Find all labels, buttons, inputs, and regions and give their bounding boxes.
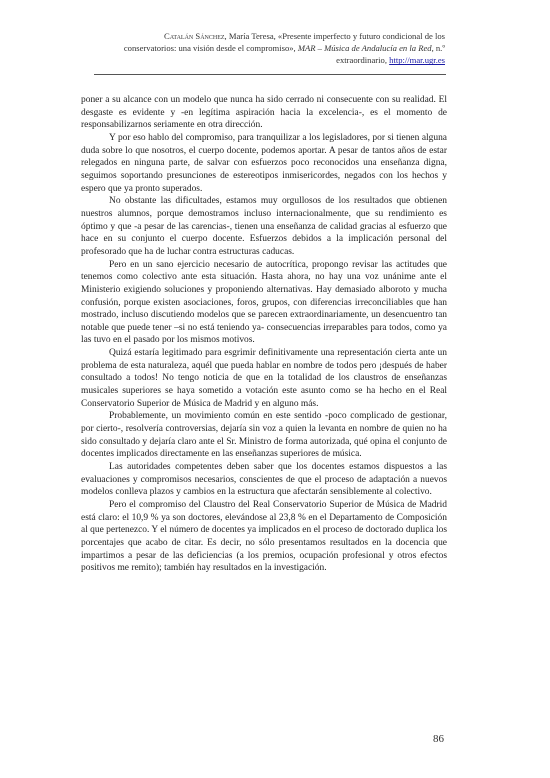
article-body <box>81 94 447 575</box>
header-issue: , n.º <box>431 43 445 54</box>
header-extra: extraordinario, <box>336 55 390 66</box>
running-header <box>85 30 445 67</box>
paragraph: Pero el compromiso del Claustro del Real Conservatorio Superior de Música de Madrid está claro: el 10,9 % ya son doctores, elevándose al 23,8 % en el Departamento de Composición al que pertenezco. Y el número de docentes ya implicados en el proceso de doctorado duplica los porcentajes que acabo de citar. Es decir, no sólo presentamos resultados en la docencia que impartimos a pesar de las deficiencias (a los premios, ocupación profesional y otros efectos positivos me remito); también hay resultados en la investigación. <box>81 500 447 574</box>
header-rule <box>94 74 446 75</box>
journal-link[interactable]: http://mar.ugr.es <box>389 55 445 66</box>
paragraph: No obstante las dificultades, estamos muy orgullosos de los resultados que obtienen nuestros alumnos, porque demostramos incluso internacionalmente, que su rendimiento es óptimo y que -a pesar de las carencias-, tienen una enseñanza de calidad gracias al esfuerzo que hace en su conjunto el cuerpo docente. Esfuerzos debidos a la implicación personal del profesorado que ha de luchar contra estructuras caducas. <box>81 196 447 257</box>
paragraph: poner a su alcance con un modelo que nunca ha sido cerrado ni consecuente con su realidad. El desgaste es evidente y -en legítima aspiración hacia la excelencia-, es el momento de responsabilizarnos seriamente en otra dirección. <box>81 95 447 131</box>
header-journal: MAR – Música de Andalucía en la Red <box>297 43 432 54</box>
header-author: Catalán Sánchez <box>164 31 225 41</box>
paragraph: Pero en un sano ejercicio necesario de autocrítica, propongo revisar las actitudes que tenemos como colectivo ante esta situación. Hasta ahora, no hay una voz unánime ante el Ministerio exigiendo soluciones y proponiendo alternativas. Hay demasiado alboroto y mucha confusión, porque existen asociaciones, foros, grupos, con diferencias irreconciliables que han mostrado, incluso discutiendo modelos que se parecen extraordinariamente, un desencuentro tan notable que puede tener –si no está teniendo ya- consecuencias irreparables para todos, como ya las tuvo en el pasado por los mismos motivos. <box>81 259 447 346</box>
header-title-part: , María Teresa, «Presente imperfecto y futuro condicional de los <box>224 31 445 41</box>
paragraph: Y por eso hablo del compromiso, para tranquilizar a los legisladores, por si tienen alguna duda sobre lo que nosotros, el cuerpo docente, podemos aportar. A pesar de tantos años de estar relegados en ninguna parte, de salvar con esfuerzos poco reconocidos una enseñanza digna, seguimos soportando presunciones de estereotipos inmisericordes, negados con los hechos y espero que ya pronto superados. <box>81 132 447 194</box>
header-title-cont: conservatorios: una visión desde el compromiso», <box>123 43 298 54</box>
paragraph: Probablemente, un movimiento común en este sentido -poco complicado de gestionar, por cierto-, resolvería controversias, dejaría sin voz a quien la levanta en nombre de quien no ha sido consultado y dejaría claro ante el Sr. Ministro de forma autorizada, qué opina el conjunto de docentes implicados directamente en las enseñanzas superiores de música. <box>81 411 447 460</box>
paragraph: Las autoridades competentes deben saber que los docentes estamos dispuestos a las evaluaciones y compromisos necesarios, conscientes de que el proceso de adaptación a nuevos modelos conlleva plazos y cambios en la estructura que afectarán sensiblemente al colectivo. <box>81 462 447 498</box>
page-number: 86 <box>433 733 444 745</box>
paragraph: Quizá estaría legitimado para esgrimir definitivamente una representación cierta ante un problema de esta naturaleza, aquél que pueda hablar en nombre de todos pero ¡después de haber consultado a todos! No tengo noticia de que en la totalidad de los claustros de enseñanzas musicales superiores se haya sometido a votación este asunto como se ha hecho en el Real Conservatorio Superior de Música de Madrid y en alguno más. <box>81 348 447 409</box>
